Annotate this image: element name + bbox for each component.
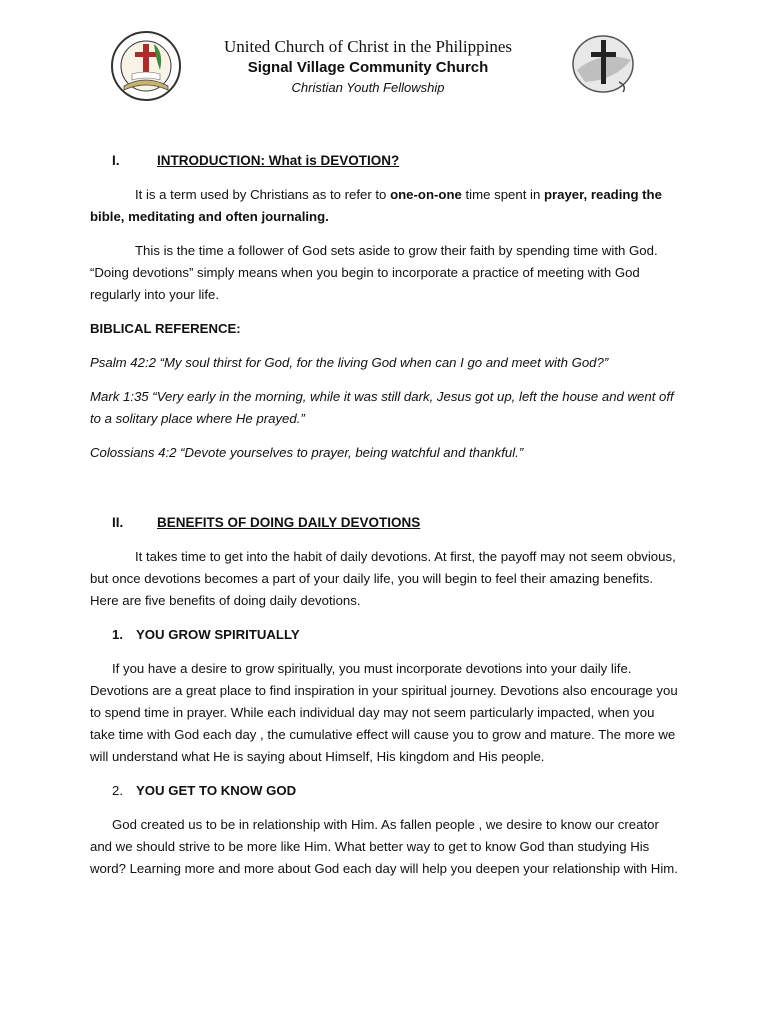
svcc-seal-logo — [565, 30, 637, 102]
letterhead — [200, 36, 536, 97]
section-number: II. — [112, 515, 124, 530]
benefit-title: YOU GET TO KNOW GOD — [136, 783, 297, 798]
ucc-seal-logo — [110, 30, 182, 102]
section-title: BENEFITS OF DOING DAILY DEVOTIONS — [157, 515, 421, 530]
benefit-heading-1 — [90, 624, 682, 646]
verse-mark: Mark 1:35 “Very early in the morning, while it was still dark, Jesus got up, left the house and went off to a solitary place where He prayed.” — [90, 389, 674, 426]
benefit-number: 2. — [112, 783, 123, 798]
benefits-intro-paragraph: It takes time to get into the habit of daily devotions. At first, the payoff may not seem obvious, but once devotions becomes a part of your daily life, you will begin to feel their amazing benefits. Here are five benefits of doing daily devotions. — [90, 549, 676, 608]
group-name: Christian Youth Fellowship — [291, 80, 445, 95]
benefit-number: 1. — [112, 627, 123, 642]
benefit-paragraph-2: God created us to be in relationship with Him. As fallen people , we desire to know our creator and we should strive to be more like Him. What better way to get to know God than studying His word? Learning more and more about God each day will help you deepen your relationship with Him. — [90, 817, 678, 876]
text-run: time spent in — [461, 187, 544, 202]
church-name: Signal Village Community Church — [247, 59, 489, 76]
section-number: I. — [112, 153, 120, 168]
section-title: INTRODUCTION: What is DEVOTION? — [157, 153, 400, 168]
verse-colossians: Colossians 4:2 “Devote yourselves to prayer, being watchful and thankful.” — [90, 445, 524, 460]
section-heading-introduction — [90, 150, 682, 172]
benefit-paragraph-1: If you have a desire to grow spiritually, you must incorporate devotions into your daily life. Devotions are a great place to find inspiration in your spiritual journey. Devotions also encourage you to spend time in prayer. While each individual day may not seem particularly impacted, when you take time with God each day , the cumulative effect will cause you to grow and mature. The more we will understand what He is saying about Himself, His kingdom and His people. — [90, 661, 678, 764]
biblical-reference-heading: BIBLICAL REFERENCE: — [90, 321, 241, 336]
verse-psalm: Psalm 42:2 “My soul thirst for God, for the living God when can I go and meet with God?” — [90, 355, 609, 370]
benefit-title: YOU GROW SPIRITUALLY — [136, 627, 300, 642]
intro-paragraph-1 — [90, 184, 682, 228]
intro-paragraph-2: This is the time a follower of God sets aside to grow their faith by spending time with God. “Doing devotions” simply means when you begin to incorporate a practice of meeting with God regularly into your life. — [90, 243, 658, 302]
benefit-heading-2 — [90, 780, 682, 802]
organization-name: United Church of Christ in the Philippines — [223, 37, 513, 56]
section-heading-benefits — [90, 512, 682, 534]
document-body — [90, 150, 682, 892]
spacer — [90, 476, 682, 512]
emphasis-one-on-one: one-on-one — [390, 187, 462, 202]
emphasis-activities: prayer, reading the bible, meditating and often journaling. — [90, 187, 662, 224]
text-run: It is a term used by Christians as to refer to — [135, 187, 391, 202]
